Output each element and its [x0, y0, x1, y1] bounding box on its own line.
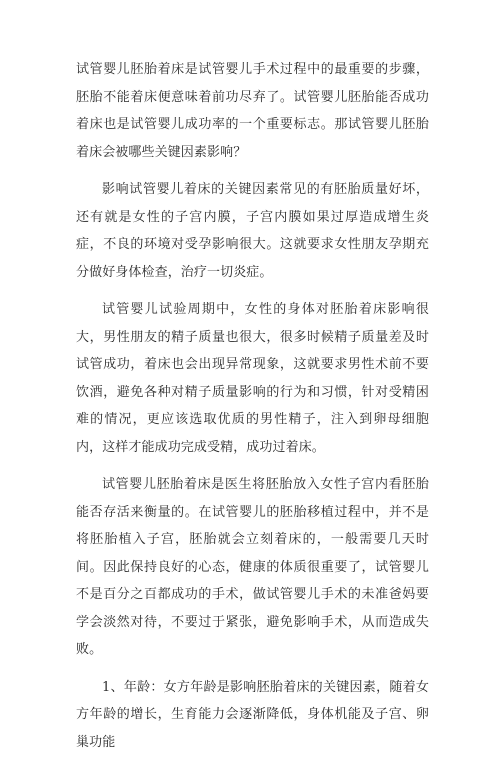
- paragraph-key-factors: 影响试管婴儿着床的关键因素常见的有胚胎质量好坏，还有就是女性的子宫内膜，子宫内膜如果过厚造成增生炎症，不良的环境对受孕影响很大。这就要求女性朋友孕期充分做好身体检查，治疗一切炎症。: [76, 182, 429, 280]
- paragraph-male-factors: 试管婴儿试验周期中，女性的身体对胚胎着床影响很大，男性朋友的精子质量也很大，很多时候精子质量差及时试管成功，着床也会出现异常现象，这就要求男性术前不要饮酒，避免各种对精子质量影响的行为和习惯，针对受精困难的情况，更应该选取优质的男性精子，注入到卵母细胞内，这样才能成功完成受精，成功过着床。: [76, 302, 429, 455]
- paragraph-implantation-process: 试管婴儿胚胎着床是医生将胚胎放入女性子宫内看胚胎能否存活来衡量的。在试管婴儿的胚胎移植过程中，并不是将胚胎植入子宫，胚胎就会立刻着床的，一般需要几天时间。因此保持良好的心态，健康的体质很重要了，试管婴儿不是百分之百都成功的手术，做试管婴儿手术的未准爸妈要学会淡然对待，不要过于紧张，避免影响手术，从而造成失败。: [76, 477, 429, 657]
- document-body: [76, 56, 429, 766]
- paragraph-intro: 试管婴儿胚胎着床是试管婴儿手术过程中的最重要的步骤，胚胎不能着床便意味着前功尽弃了。试管婴儿胚胎能否成功着床也是试管婴儿成功率的一个重要标志。那试管婴儿胚胎着床会被哪些关键因素影响？: [76, 62, 429, 160]
- paragraph-age-factor: 1、年龄：女方年龄是影响胚胎着床的关键因素，随着女方年龄的增长，生育能力会逐渐降低，身体机能及子宫、卵巢功能: [76, 679, 429, 750]
